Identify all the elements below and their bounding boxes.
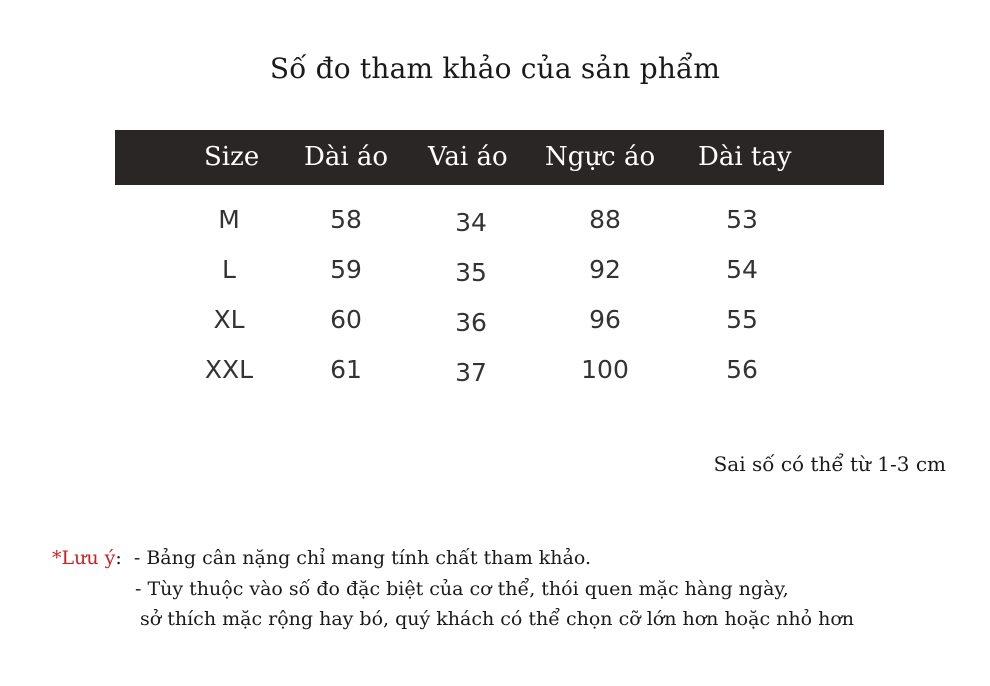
cell-dai-tay: 56: [726, 355, 758, 384]
cell-vai-ao: 36: [455, 308, 487, 337]
table-row: [0, 355, 990, 399]
cell-dai-ao: 58: [330, 205, 362, 234]
note-first-line: [52, 547, 591, 569]
table-row: [0, 305, 990, 349]
cell-nguc-ao: 96: [589, 305, 621, 334]
size-table-header: [115, 130, 884, 185]
cell-nguc-ao: 92: [589, 255, 621, 284]
cell-dai-tay: 54: [726, 255, 758, 284]
cell-nguc-ao: 88: [589, 205, 621, 234]
cell-size: XXL: [204, 355, 254, 384]
cell-size: M: [218, 205, 240, 234]
cell-dai-ao: 60: [330, 305, 362, 334]
table-row: [0, 205, 990, 249]
note-label: *Lưu ý: [52, 547, 116, 569]
cell-dai-ao: 59: [330, 255, 362, 284]
cell-size: L: [222, 255, 236, 284]
cell-size: XL: [213, 305, 245, 334]
header-vai-ao: Vai áo: [428, 142, 508, 172]
cell-nguc-ao: 100: [581, 355, 629, 384]
measurement-error-note: Sai số có thể từ 1-3 cm: [713, 452, 946, 476]
page-title: Số đo tham khảo của sản phẩm: [269, 52, 721, 85]
note-line-2: - Tùy thuộc vào số đo đặc biệt của cơ thể, thói quen mặc hàng ngày,: [135, 578, 789, 600]
header-dai-ao: Dài áo: [304, 142, 389, 172]
header-size: Size: [204, 142, 260, 172]
header-dai-tay: Dài tay: [698, 142, 792, 172]
table-row: [0, 255, 990, 299]
cell-vai-ao: 34: [455, 208, 487, 237]
cell-vai-ao: 35: [455, 258, 487, 287]
cell-dai-ao: 61: [330, 355, 362, 384]
cell-dai-tay: 53: [726, 205, 758, 234]
cell-vai-ao: 37: [455, 358, 487, 387]
note-line-3: sở thích mặc rộng hay bó, quý khách có thể chọn cỡ lớn hơn hoặc nhỏ hơn: [140, 608, 854, 630]
cell-dai-tay: 55: [726, 305, 758, 334]
note-label-colon: :: [115, 547, 122, 569]
note-line-1: - Bảng cân nặng chỉ mang tính chất tham khảo.: [133, 547, 591, 569]
header-nguc-ao: Ngực áo: [545, 142, 656, 172]
